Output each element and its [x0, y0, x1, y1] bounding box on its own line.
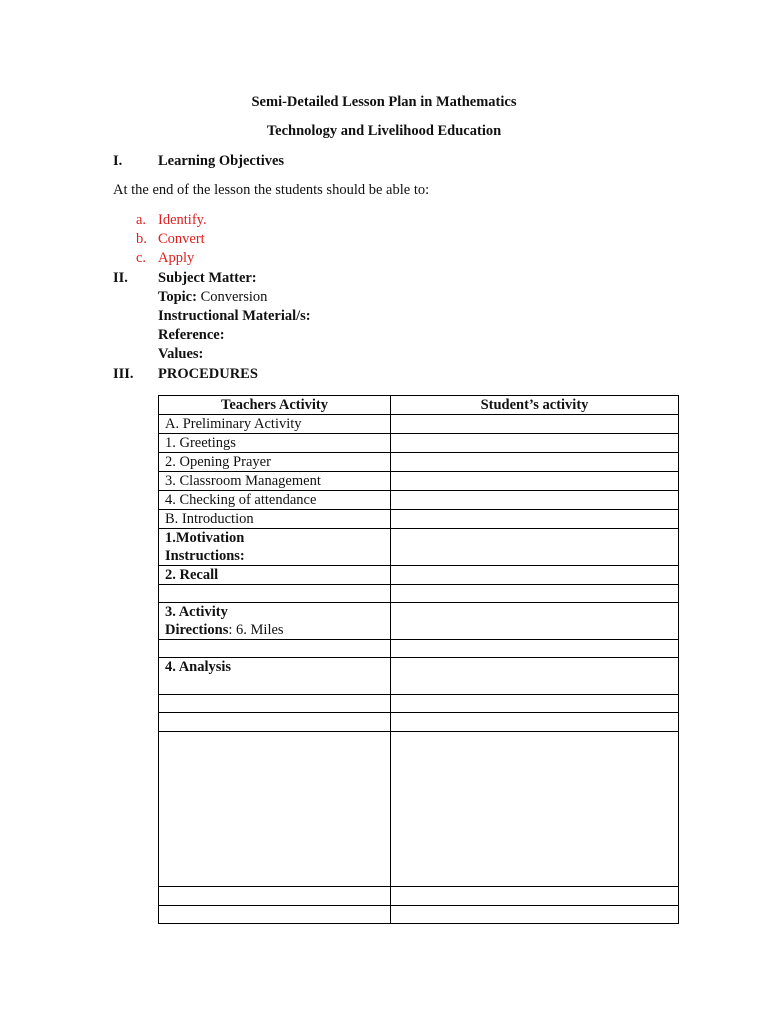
student-cell [391, 906, 679, 924]
list-item [136, 212, 207, 229]
table-row [159, 713, 679, 732]
teacher-cell: 3. Classroom Management [159, 472, 391, 491]
teacher-cell: 4. Checking of attendance [159, 491, 391, 510]
student-cell [391, 472, 679, 491]
teacher-cell [159, 603, 391, 640]
teacher-cell: 2. Opening Prayer [159, 453, 391, 472]
table-row [159, 472, 679, 491]
list-text: Identify. [158, 212, 207, 228]
topic-line [158, 289, 267, 306]
column-header-students: Student’s activity [391, 396, 679, 415]
values-label: Values: [158, 346, 204, 362]
procedures-table [158, 395, 679, 924]
student-cell [391, 566, 679, 585]
teacher-cell [159, 887, 391, 906]
teacher-cell [159, 529, 391, 566]
teacher-cell [159, 640, 391, 658]
teacher-cell: 2. Recall [159, 566, 391, 585]
column-header-teachers: Teachers Activity [159, 396, 391, 415]
list-marker: b. [136, 231, 147, 247]
teacher-cell [159, 906, 391, 924]
document-title: Semi-Detailed Lesson Plan in Mathematics [251, 94, 517, 110]
list-item [136, 250, 195, 267]
student-cell [391, 887, 679, 906]
section-number: II. [113, 270, 128, 286]
teacher-cell [159, 585, 391, 603]
objectives-intro: At the end of the lesson the students should be able to: [113, 182, 430, 198]
table-row [159, 510, 679, 529]
list-text: Apply [158, 250, 195, 266]
teacher-cell: A. Preliminary Activity [159, 415, 391, 434]
student-cell [391, 603, 679, 640]
student-cell [391, 713, 679, 732]
student-cell [391, 491, 679, 510]
table-row [159, 566, 679, 585]
section-heading: PROCEDURES [158, 366, 258, 382]
student-cell [391, 658, 679, 695]
topic-label: Topic: [158, 289, 197, 305]
teacher-cell [159, 713, 391, 732]
teacher-cell [159, 732, 391, 887]
student-cell [391, 732, 679, 887]
student-cell [391, 415, 679, 434]
motivation-label: 1.Motivation [165, 530, 245, 546]
student-cell [391, 434, 679, 453]
student-cell [391, 585, 679, 603]
instructions-label: Instructions: [165, 548, 245, 564]
table-row [159, 529, 679, 566]
directions-line [165, 621, 384, 639]
section-number: III. [113, 366, 134, 382]
table-row [159, 640, 679, 658]
document-subtitle: Technology and Livelihood Education [266, 123, 502, 139]
reference-label: Reference: [158, 327, 225, 343]
table-row [159, 585, 679, 603]
teacher-cell: 1. Greetings [159, 434, 391, 453]
list-marker: a. [136, 212, 147, 228]
table-row [159, 434, 679, 453]
table-row [159, 887, 679, 906]
student-cell [391, 453, 679, 472]
table-row [159, 415, 679, 434]
student-cell [391, 695, 679, 713]
teacher-cell: 4. Analysis [159, 658, 391, 695]
materials-label: Instructional Material/s: [158, 308, 311, 324]
student-cell [391, 640, 679, 658]
list-item [136, 231, 205, 248]
table-header-row [159, 396, 679, 415]
teacher-cell [159, 695, 391, 713]
teacher-cell: B. Introduction [159, 510, 391, 529]
table-row [159, 906, 679, 924]
list-marker: c. [136, 250, 147, 266]
list-text: Convert [158, 231, 205, 247]
table-row [159, 658, 679, 695]
table-row [159, 603, 679, 640]
section-number: I. [113, 153, 123, 169]
topic-value: Conversion [196, 289, 268, 305]
table-row [159, 491, 679, 510]
activity-label: 3. Activity [165, 604, 228, 620]
directions-label: Directions [165, 622, 229, 638]
student-cell [391, 510, 679, 529]
table-row [159, 732, 679, 887]
section-heading: Learning Objectives [158, 153, 285, 169]
student-cell [391, 529, 679, 566]
table-row [159, 695, 679, 713]
section-heading: Subject Matter: [158, 270, 257, 286]
table-row [159, 453, 679, 472]
directions-value: : 6. Miles [228, 622, 284, 638]
